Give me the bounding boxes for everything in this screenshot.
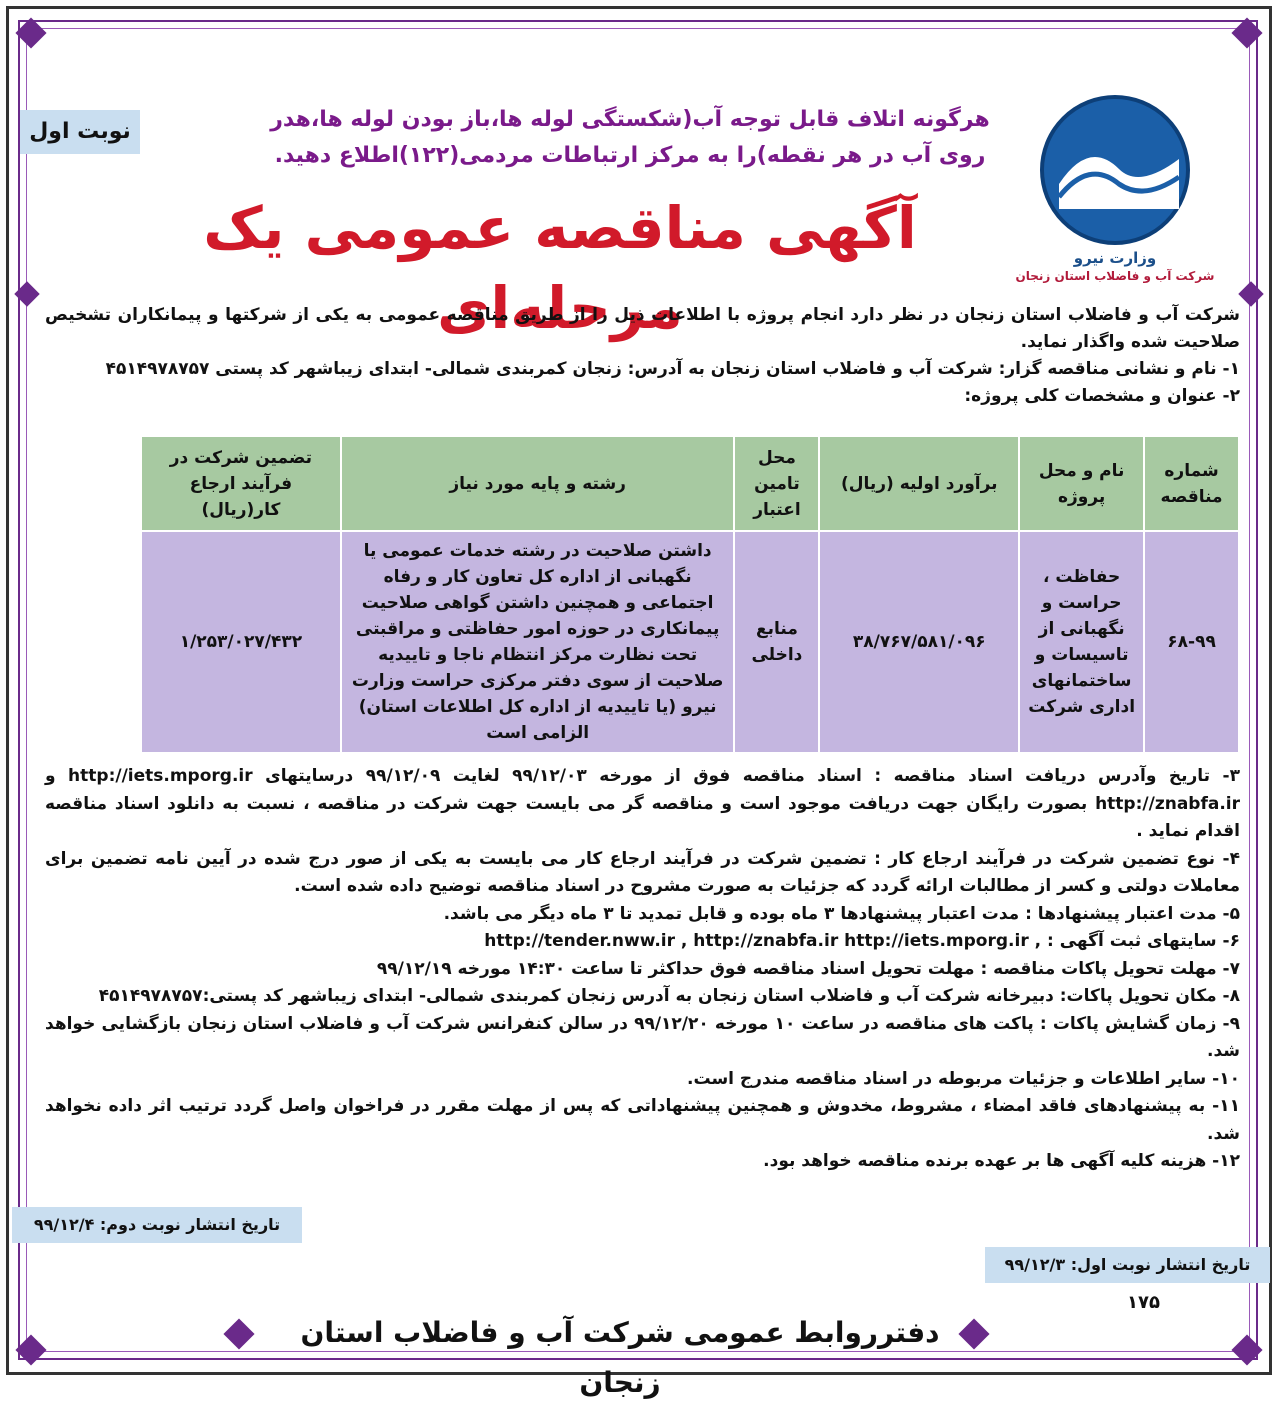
- header-qualification: رشته و پایه مورد نیاز: [341, 436, 735, 531]
- item-10: ۱۰- سایر اطلاعات و جزئیات مربوطه در اسناد مناقصه مندرج است.: [686, 1068, 1240, 1089]
- ministry-name: وزارت نیرو: [1073, 249, 1157, 267]
- item-3: [45, 763, 1240, 846]
- header-funding: محل تامین اعتبار: [734, 436, 819, 531]
- project-table: [140, 435, 1240, 754]
- link-znabfa[interactable]: http://znabfa.ir: [1095, 793, 1240, 814]
- cell-funding: منابع داخلی: [734, 531, 819, 753]
- company-name: شرکت آب و فاضلاب استان زنجان: [1015, 269, 1215, 283]
- round-badge: نوبت اول: [20, 110, 140, 154]
- links-registration-sites[interactable]: http://tender.nww.ir , http://znabfa.ir http://iets.mporg.ir ,: [484, 931, 1042, 951]
- footer-diamond-icon: [223, 1318, 254, 1349]
- header-estimate: برآورد اولیه (ریال): [819, 436, 1019, 531]
- publish-date-first: تاریخ انتشار نوبت اول: ۹۹/۱۲/۳: [985, 1247, 1270, 1283]
- cell-tender-number: ۶۸-۹۹: [1144, 531, 1239, 753]
- intro-section: [45, 302, 1240, 410]
- item-6: [45, 928, 1240, 956]
- item-2: ۲- عنوان و مشخصات کلی پروژه:: [964, 386, 1240, 406]
- water-loss-notice: هرگونه اتلاف قابل توجه آب(شکستگی لوله ها،باز بودن لوله ها،هدر روی آب در هر نقطه)را به مرکز ارتباطات مردمی(۱۲۲)اطلاع دهید.: [270, 107, 990, 168]
- footer-diamond-icon: [958, 1318, 989, 1349]
- page-title: آگهی مناقصه عمومی یک مرحله‌ای: [203, 194, 917, 342]
- item-3-rest: بصورت رایگان جهت دریافت موجود است و مناقصه گر می بایست جهت شرکت در مناقصه ، نسبت به دانلود اسناد مناقصه اقدام نماید .: [45, 793, 1240, 841]
- link-iets[interactable]: http://iets.mporg.ir: [68, 766, 253, 786]
- item-7: ۷- مهلت تحویل پاکات مناقصه : مهلت تحویل اسناد مناقصه فوق حداکثر تا ساعت ۱۴:۳۰ مورخه ۹۹/۱۲/۱۹: [376, 958, 1240, 979]
- items-list: [45, 763, 1240, 1176]
- table-header-row: [141, 436, 1239, 531]
- footer-office: دفترروابط عمومی شرکت آب و فاضلاب استان زنجان: [300, 1316, 940, 1399]
- cell-project-name: حفاظت ، حراست و نگهبانی از تاسیسات و ساختمانهای اداری شرکت: [1019, 531, 1144, 753]
- header-guarantee: تضمین شرکت در فرآیند ارجاع کار(ریال): [141, 436, 341, 531]
- publish-date-second: تاریخ انتشار نوبت دوم: ۹۹/۱۲/۴: [12, 1207, 302, 1243]
- wave-icon: [1059, 139, 1179, 209]
- notice-content: [29, 40, 1251, 1399]
- item-12: ۱۲- هزینه کلیه آگهی ها بر عهده برنده مناقصه خواهد بود.: [763, 1151, 1240, 1171]
- company-logo: [1000, 95, 1230, 295]
- table-row: [141, 531, 1239, 753]
- cell-guarantee: ۱/۲۵۳/۰۲۷/۴۳۲: [141, 531, 341, 753]
- item-6-text: ۶- سایتهای ثبت آگهی :: [1047, 931, 1240, 951]
- header-project-name: نام و محل پروژه: [1019, 436, 1144, 531]
- item-3-text: ۳- تاریخ وآدرس دریافت اسناد مناقصه : اسناد مناقصه فوق از مورخه ۹۹/۱۲/۰۳ لغایت ۹۹/۱۲/۰۹ درسایتهای: [265, 766, 1240, 786]
- cell-estimate: ۳۸/۷۶۷/۵۸۱/۰۹۶: [819, 531, 1019, 753]
- item-3-and: و: [45, 766, 56, 786]
- item-1: ۱- نام و نشانی مناقصه گزار: شرکت آب و فاضلاب استان زنجان به آدرس: زنجان کمربندی شمالی- ابتدای زیباشهر کد پستی ۴۵۱۴۹۷۸۷۵۷: [105, 359, 1240, 379]
- intro-paragraph: شرکت آب و فاضلاب استان زنجان در نظر دارد انجام پروژه با اطلاعات ذیل را از طریق مناقصه عمومی به یکی از شرکتها و پیمانکاران تشخیص صلاحیت شده واگذار نماید.: [45, 305, 1240, 352]
- item-8: ۸- مکان تحویل پاکات: دبیرخانه شرکت آب و فاضلاب استان زنجان به آدرس زنجان کمربندی شمالی- ابتدای زیباشهر کد پستی:۴۵۱۴۹۷۸۷۵۷: [98, 986, 1240, 1006]
- item-4: ۴- نوع تضمین شرکت در فرآیند ارجاع کار : تضمین شرکت در فرآیند ارجاع کار می بایست به یکی از صور درج شده در آیین نامه تضمین برای معاملات دولتی و کسر از مطالبات ارائه گردد که جزئیات به صورت مشروح در اسناد مناقصه توضیح داده شده است.: [45, 848, 1240, 896]
- item-9: ۹- زمان گشایش پاکات : پاکت های مناقصه در ساعت ۱۰ مورخه ۹۹/۱۲/۲۰ در سالن کنفرانس شرکت آب و فاضلاب استان زنجان بازگشایی خواهد شد.: [45, 1013, 1240, 1061]
- item-5: ۵- مدت اعتبار پیشنهادها : مدت اعتبار پیشنهادها ۳ ماه بوده و قابل تمدید تا ۳ ماه دیگر می باشد.: [443, 903, 1240, 924]
- page-number: ۱۷۵: [1127, 1292, 1160, 1313]
- item-11: ۱۱- به پیشنهادهای فاقد امضاء ، مشروط، مخدوش و همچنین پیشنهاداتی که پس از مهلت مقرر در فراخوان واصل گردد ترتیب اثر داده نخواهد شد.: [45, 1096, 1240, 1144]
- header-tender-number: شماره مناقصه: [1144, 436, 1239, 531]
- cell-qualification: داشتن صلاحیت در رشته خدمات عمومی یا نگهبانی از اداره کل تعاون کار و رفاه اجتماعی و همچنین داشتن گواهی صلاحیت پیمانکاری در حوزه امور حفاظتی و مراقبتی تحت نظارت مرکز انتظام ناجا و تاییدیه صلاحیت از سوی دفتر مرکزی حراست وزارت نیرو (یا تاییدیه از اداره کل اطلاعات استان) الزامی است: [341, 531, 735, 753]
- water-drop-logo-icon: [1040, 95, 1190, 245]
